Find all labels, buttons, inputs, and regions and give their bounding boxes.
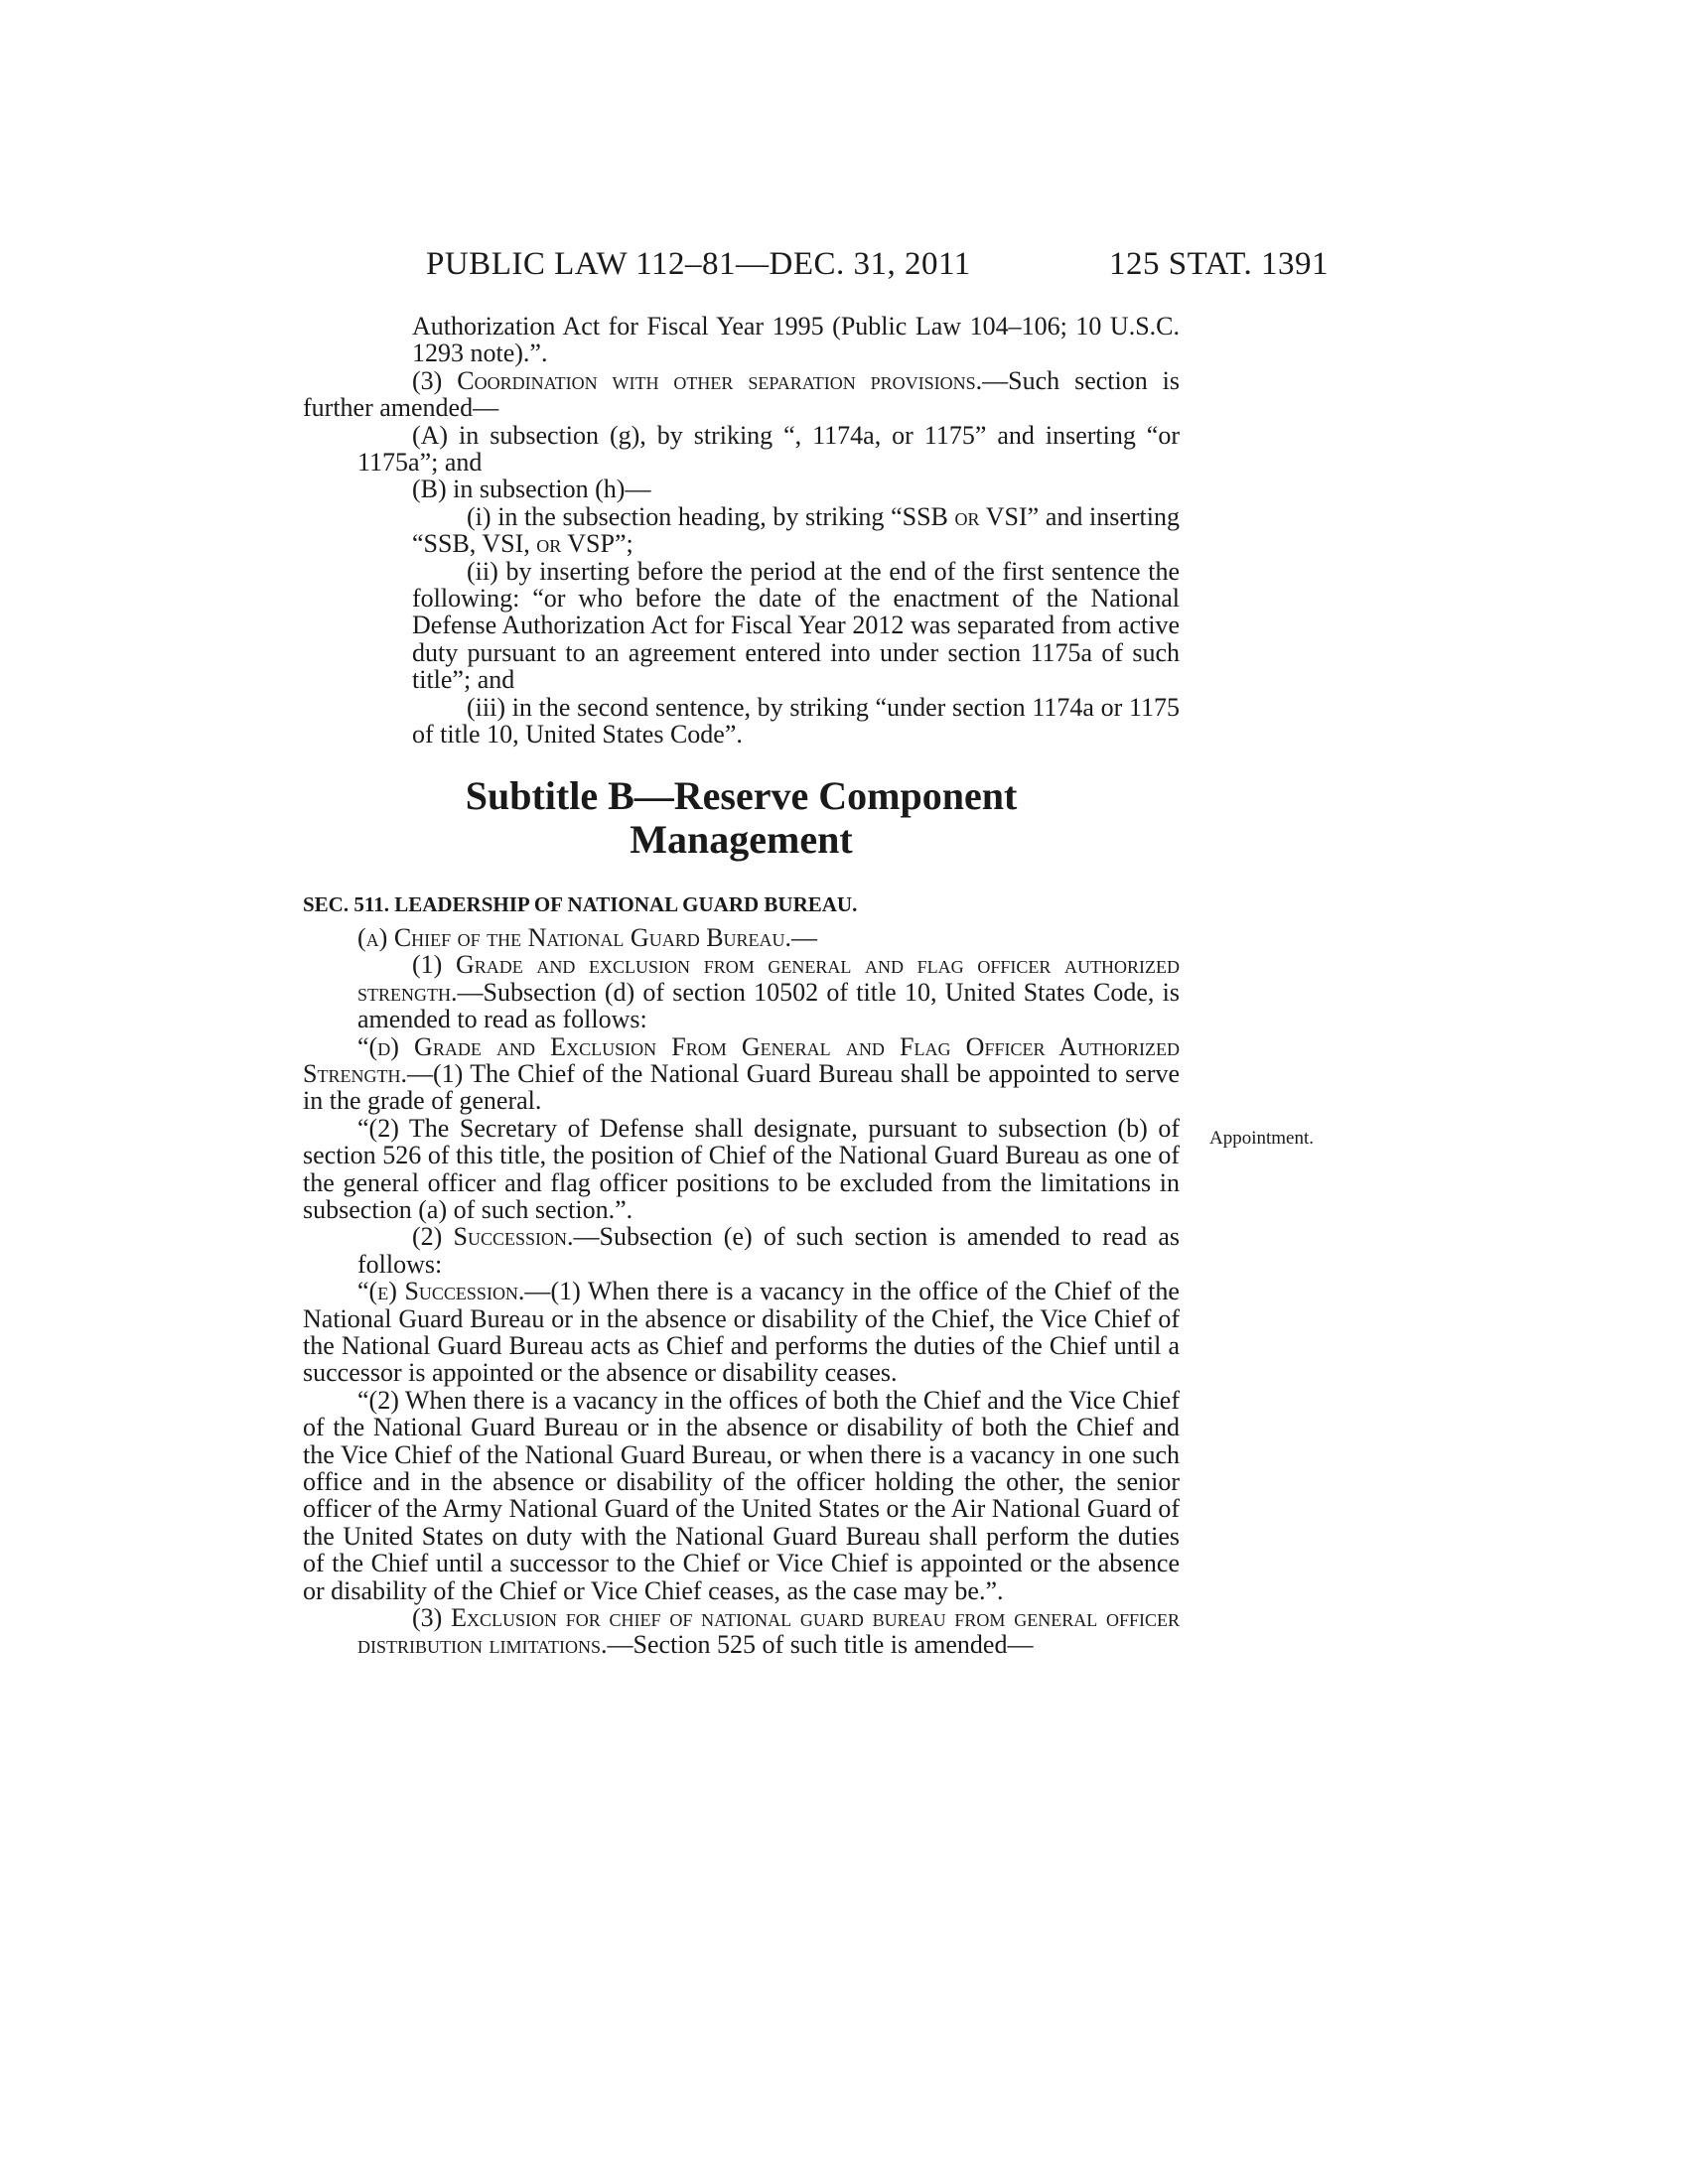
- paragraph-text: Subsection (d) of section 10502 of title 10, United States Code, is amended to read as follows:: [357, 977, 1180, 1034]
- paragraph-3-exclusion: [303, 1604, 1180, 1659]
- paragraph-text: Section 525 of such title is amended—: [633, 1630, 1034, 1660]
- paragraph-B: (B) in subsection (h)—: [412, 475, 651, 504]
- clause-text: or: [954, 501, 980, 531]
- section-heading: SEC. 511. LEADERSHIP OF NATIONAL GUARD BUREAU.: [303, 891, 858, 916]
- clause-text: (i) in the subsection heading, by striking “SSB: [467, 501, 955, 531]
- subtitle-heading: [303, 774, 1180, 862]
- paragraph-text: (1) When there is a vacancy in the office of the Chief of the National Guard Bureau or in the absence or disability of the Chief, the Vice Chief of the National Guard Bureau acts as Chief and performs the duties of the Chief until a successor is appointed or the absence or disability ceases.: [303, 1277, 1180, 1388]
- paragraph-heading: “(e) Succession.—: [357, 1277, 551, 1306]
- paragraph-continuation: Authorization Act for Fiscal Year 1995 (Public Law 104–106; 10 U.S.C. 1293 note).”.: [412, 312, 1180, 368]
- clause-iii: (iii) in the second sentence, by striking “under section 1174a or 1175 of title 10, United States Code”.: [412, 692, 1180, 750]
- subsection-heading: (a) Chief of the National Guard Bureau.—: [357, 922, 818, 952]
- paragraph-text: Subsection (e) of such section is amended to read as follows:: [357, 1222, 1181, 1279]
- paragraph-text: (1) The Chief of the National Guard Bureau shall be appointed to serve in the grade of general.: [303, 1058, 1180, 1116]
- paragraph-heading: (3) Exclusion for chief of national guard bureau from general officer distribution limitations.—: [357, 1603, 1180, 1660]
- subtitle-line: Management: [630, 816, 853, 862]
- running-header-law: PUBLIC LAW 112–81—DEC. 31, 2011: [426, 246, 971, 282]
- quoted-paragraph-e2: “(2) When there is a vacancy in the offices of both the Chief and the Vice Chief of the National Guard Bureau or in the absence or disability of both the Chief and the Vice Chief of the National Guard Bureau, or when there is a vacancy in one such office and in the absence or disability of the officer holding the other, the senior officer of the Army National Guard of the United States or the Air National Guard of the United States on duty with the National Guard Bureau shall perform the duties of the Chief until a successor to the Chief or Vice Chief is appointed or the absence or disability of the Chief or Vice Chief ceases, as the case may be.”.: [303, 1385, 1180, 1605]
- paragraph-heading: (3) Coordination with other separation provisions.—: [412, 365, 1009, 395]
- clause-i: [303, 503, 1180, 558]
- clause-ii: (ii) by inserting before the period at the end of the first sentence the following: “or who before the date of the enactment of the National Defense Authorization Act for Fiscal Year 2012 was separated from active duty pursuant to an agreement entered into under section 1175a of such title”; and: [412, 556, 1180, 695]
- paragraph-A: (A) in subsection (g), by striking “, 1174a, or 1175” and inserting “or 1175a”; and: [357, 420, 1180, 478]
- paragraph-heading: (1) Grade and exclusion from general and flag officer authorized strength.—: [357, 950, 1180, 1007]
- quoted-subsection-d: [303, 1033, 1180, 1115]
- running-header-stat: 125 STAT. 1391: [1109, 246, 1330, 282]
- paragraph-heading: “(d) Grade and Exclusion From General and Flag Officer Authorized Strength.—: [303, 1031, 1180, 1088]
- paragraph-heading: (2) Succession.—: [412, 1222, 600, 1252]
- clause-text: or: [536, 529, 562, 559]
- paragraph-text: Such section is further amended—: [303, 365, 1181, 423]
- subtitle-line: Subtitle B—Reserve Component: [465, 772, 1018, 818]
- margin-note: Appointment.: [1209, 1128, 1315, 1149]
- document-body: [303, 313, 1180, 1659]
- paragraph-1-grade: [303, 951, 1180, 1032]
- clause-text: VSP”;: [561, 529, 633, 559]
- subsection-a: [303, 924, 1180, 951]
- quoted-subsection-e: [303, 1278, 1180, 1387]
- clause-text: VSI” and inserting “SSB, VSI,: [412, 501, 1181, 559]
- paragraph-2-succession: [303, 1223, 1180, 1278]
- quoted-paragraph-2: “(2) The Secretary of Defense shall designate, pursuant to subsection (b) of section 526 of this title, the position of Chief of the National Guard Bureau as one of the general officer and flag officer positions to be excluded from the limitations in subsection (a) of such section.”.: [303, 1113, 1180, 1224]
- paragraph-3-coordination: [303, 367, 1180, 422]
